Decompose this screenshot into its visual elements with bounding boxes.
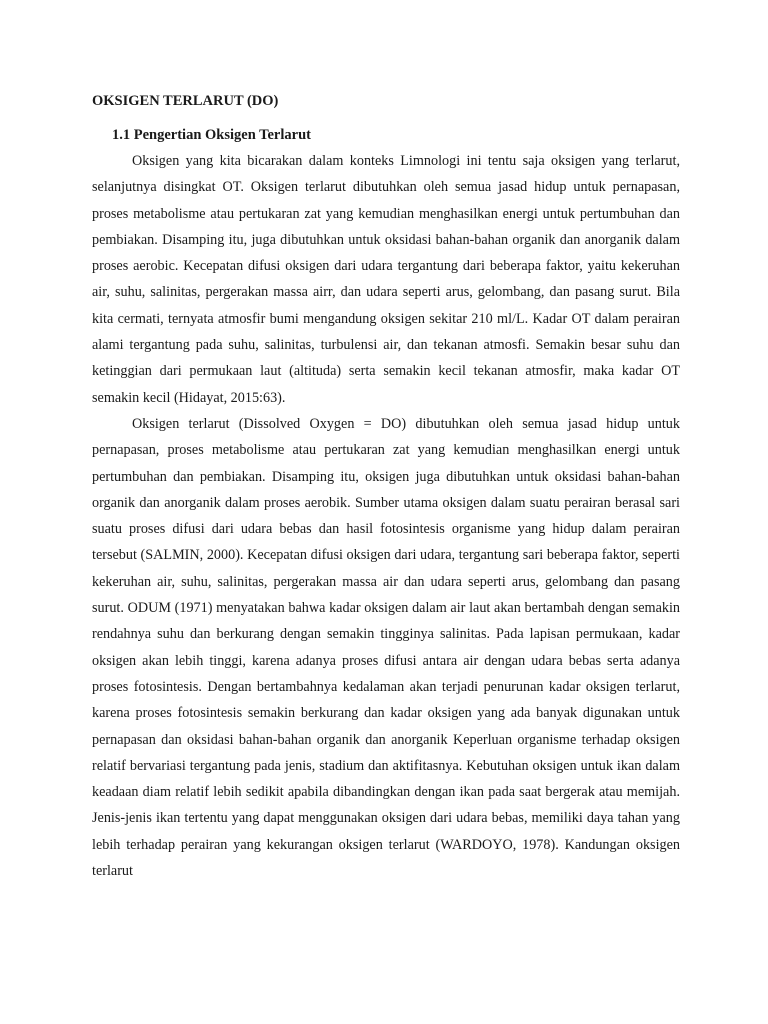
- document-title: OKSIGEN TERLARUT (DO): [92, 93, 279, 109]
- document-page: [92, 88, 680, 884]
- paragraph-2: Oksigen terlarut (Dissolved Oxygen = DO) dibutuhkan oleh semua jasad hidup untuk pernapasan, proses metabolisme atau pertukaran zat yang kemudian menghasilkan energi untuk pertumbuhan dan pembiakan. Disamping itu, oksigen juga dibutuhkan untuk oksidasi bahan-bahan organik dan anorganik dalam proses aerobik. Sumber utama oksigen dalam suatu perairan berasal sari suatu proses difusi dari udara bebas dan hasil fotosintesis organisme yang hidup dalam perairan tersebut (SALMIN, 2000). Kecepatan difusi oksigen dari udara, tergantung sari beberapa faktor, seperti kekeruhan air, suhu, salinitas, pergerakan massa air dan udara seperti arus, gelombang dan pasang surut. ODUM (1971) menyatakan bahwa kadar oksigen dalam air laut akan bertambah dengan semakin rendahnya suhu dan berkurang dengan semakin tingginya salinitas. Pada lapisan permukaan, kadar oksigen akan lebih tinggi, karena adanya proses difusi antara air dengan udara bebas serta adanya proses fotosintesis. Dengan bertambahnya kedalaman akan terjadi penurunan kadar oksigen terlarut, karena proses fotosintesis semakin berkurang dan kadar oksigen yang ada banyak digunakan untuk pernapasan dan oksidasi bahan-bahan organik dan anorganik Keperluan organisme terhadap oksigen relatif bervariasi tergantung pada jenis, stadium dan aktifitasnya. Kebutuhan oksigen untuk ikan dalam keadaan diam relatif lebih sedikit apabila dibandingkan dengan ikan pada saat bergerak atau memijah. Jenis-jenis ikan tertentu yang dapat menggunakan oksigen dari udara bebas, memiliki daya tahan yang lebih terhadap perairan yang kekurangan oksigen terlarut (WARDOYO, 1978). Kandungan oksigen terlarut: [92, 415, 680, 880]
- paragraph-1: Oksigen yang kita bicarakan dalam konteks Limnologi ini tentu saja oksigen yang terlarut, selanjutnya disingkat OT. Oksigen terlarut dibutuhkan oleh semua jasad hidup untuk pernapasan, proses metabolisme atau pertukaran zat yang kemudian menghasilkan energi untuk pertumbuhan dan pembiakan. Disamping itu, juga dibutuhkan untuk oksidasi bahan-bahan organik dan anorganik dalam proses aerobic. Kecepatan difusi oksigen dari udara tergantung dari beberapa faktor, yaitu kekeruhan air, suhu, salinitas, pergerakan massa airr, dan udara seperti arus, gelombang, dan pasang surut. Bila kita cermati, ternyata atmosfir bumi mengandung oksigen sekitar 210 ml/L. Kadar OT dalam perairan alami tergantung pada suhu, salinitas, turbulensi air, dan tekanan atmosfi. Semakin besar suhu dan ketinggian dari permukaan laut (altituda) serta semakin kecil tekanan atmosfir, maka kadar OT semakin kecil (Hidayat, 2015:63).: [92, 153, 680, 406]
- section-heading: 1.1 Pengertian Oksigen Terlarut: [112, 127, 311, 143]
